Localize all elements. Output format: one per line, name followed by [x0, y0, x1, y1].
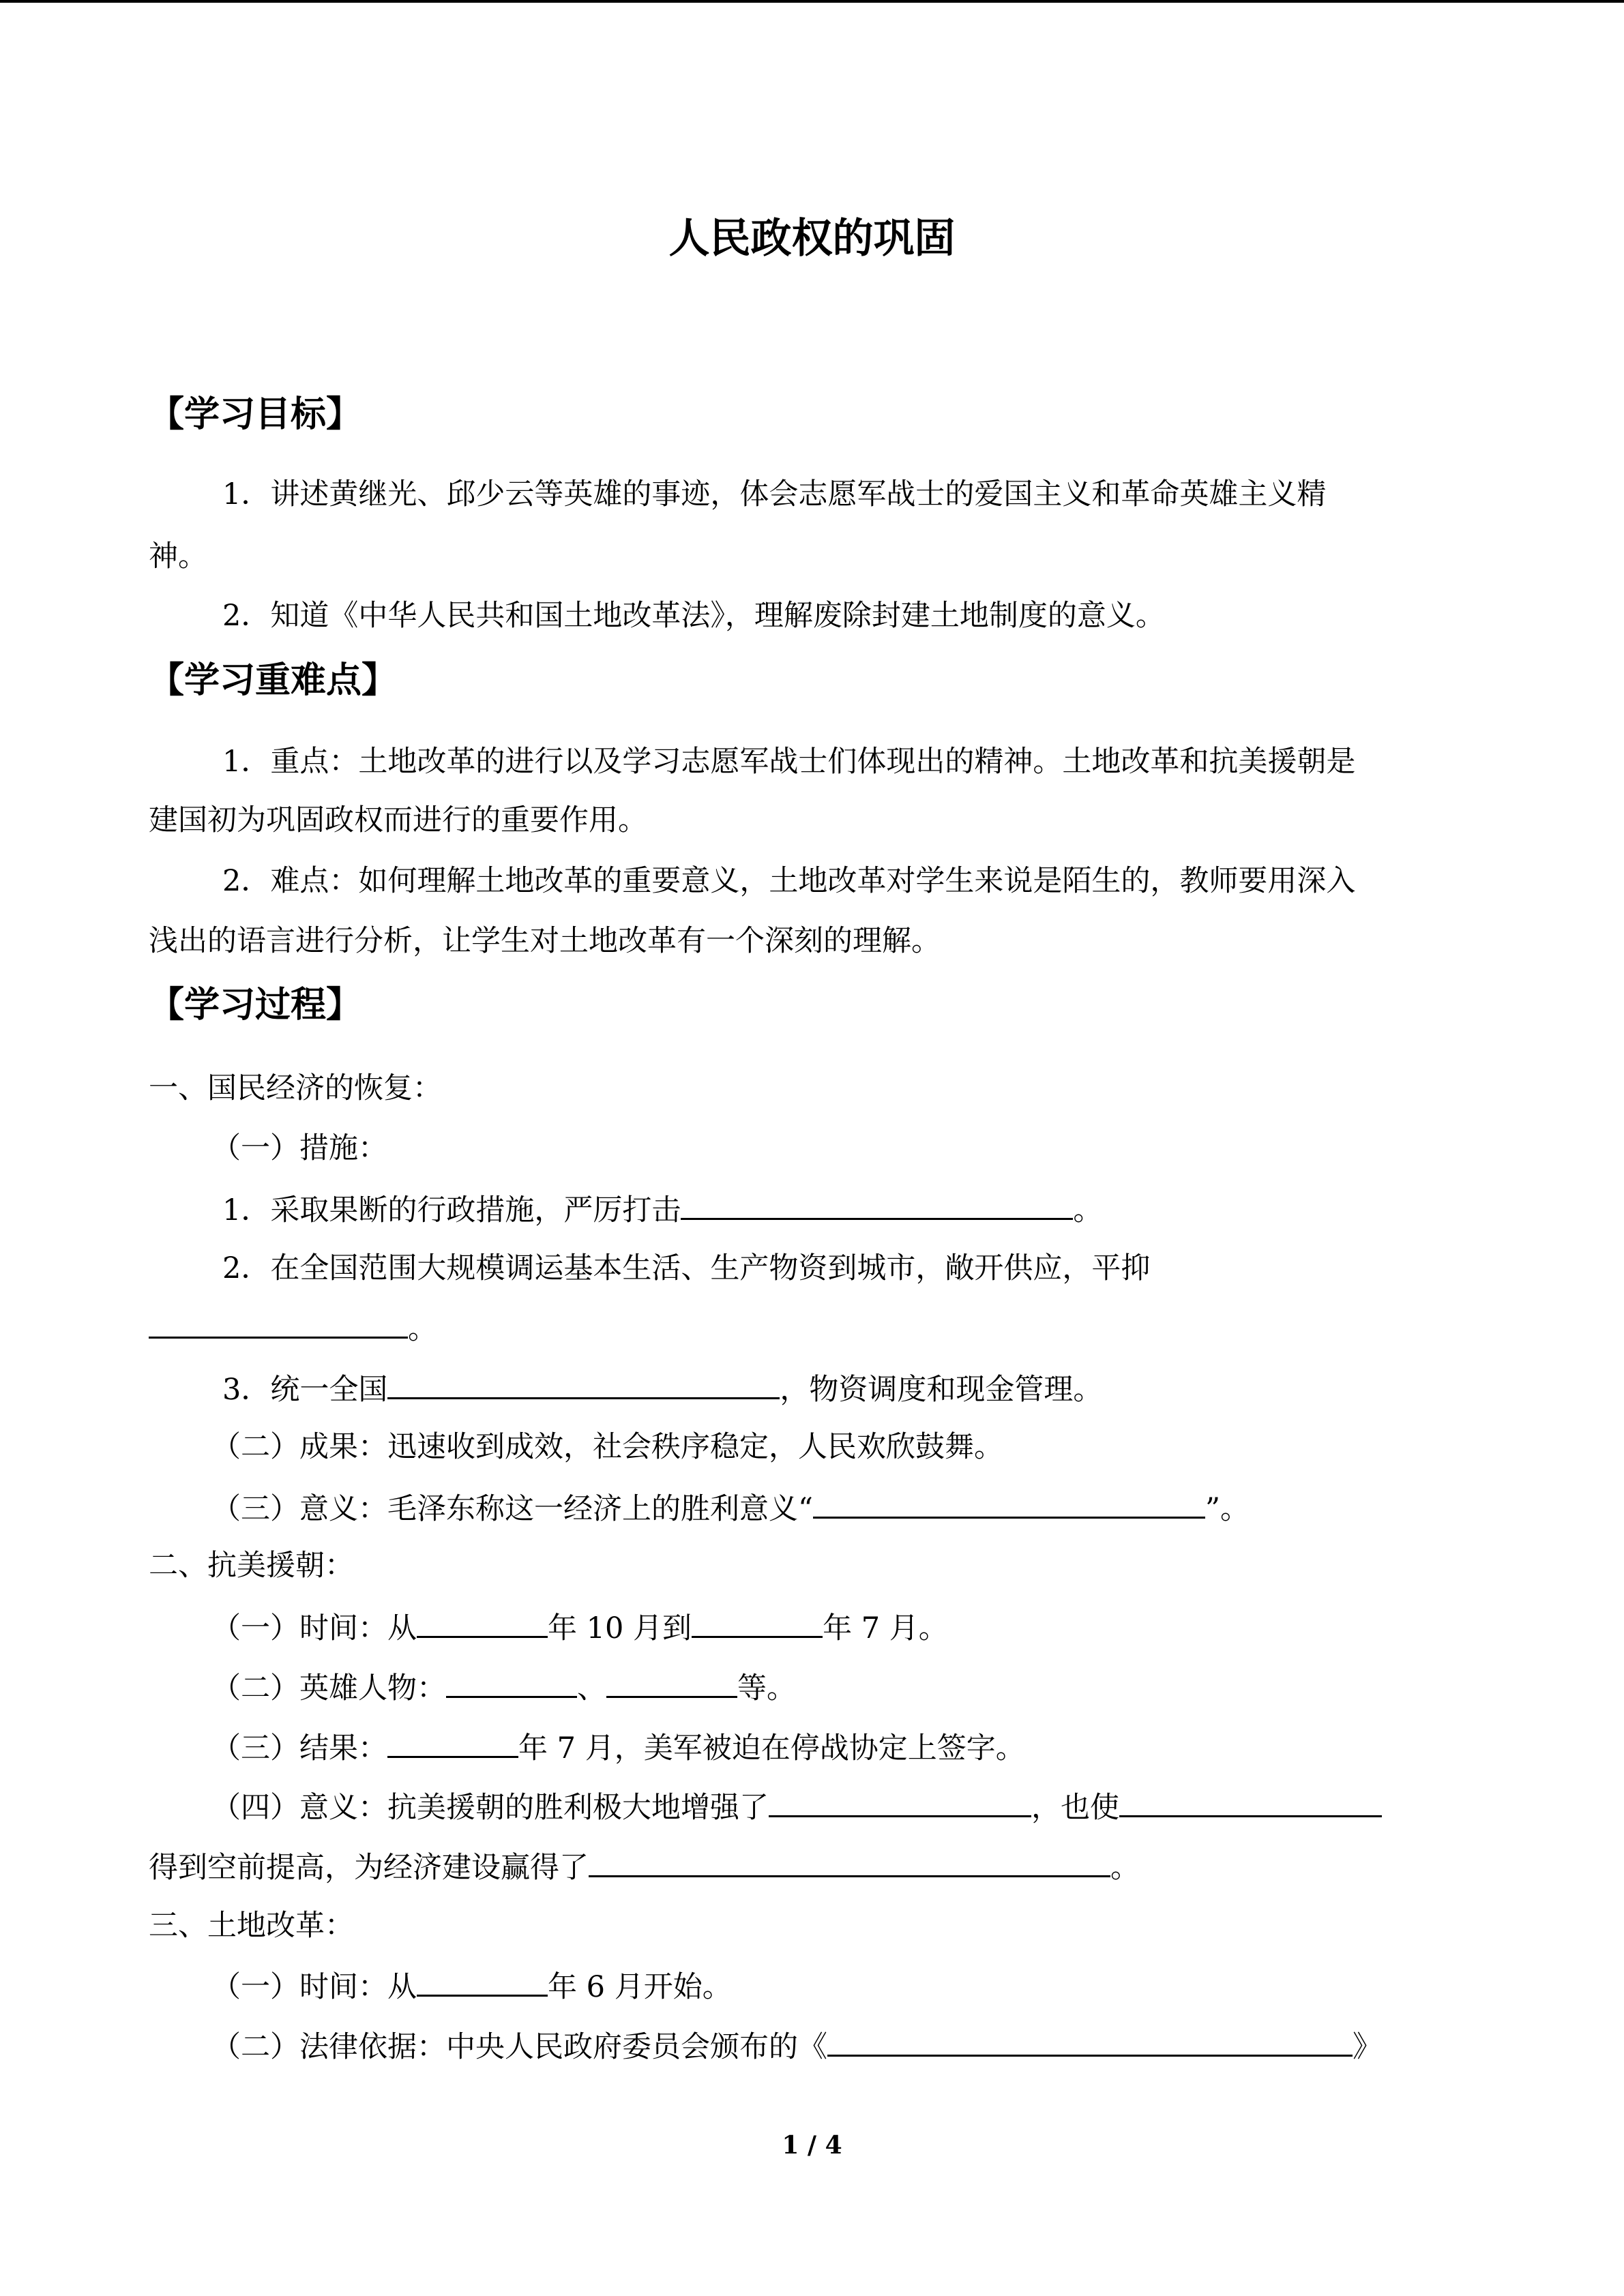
fill-blank[interactable]: [692, 1606, 823, 1638]
part1-meaning: （三）意义：毛泽东称这一经济上的胜利意义“ ”。: [211, 1487, 1250, 1530]
objective-item-2: 2．知道《中华人民共和国土地改革法》，理解废除封建土地制度的意义。: [222, 599, 1165, 633]
part2-result: （三）结果： 年 7 月，美军被迫在停战协定上签字。: [211, 1726, 1025, 1769]
fill-blank[interactable]: [446, 1666, 577, 1698]
part2-meaning-cont: 得到空前提高，为经济建设赢得了 。: [149, 1845, 1140, 1888]
fill-blank[interactable]: [417, 1606, 548, 1638]
part2-meaning: （四）意义：抗美援朝的胜利极大地增强了 ，也使: [211, 1785, 1382, 1828]
fill-blank[interactable]: [1119, 1785, 1382, 1817]
part1-measure-3: 3．统一全国 ，物资调度和现金管理。: [222, 1367, 1102, 1410]
section-keypoints: 【学习重难点】: [149, 660, 398, 701]
top-border: [0, 0, 1624, 3]
fill-blank[interactable]: [681, 1188, 1073, 1220]
part1-measure-1: 1．采取果断的行政措施，严厉打击 。: [222, 1188, 1102, 1231]
fill-blank[interactable]: [813, 1487, 1205, 1519]
fill-blank[interactable]: [606, 1666, 737, 1698]
fill-blank[interactable]: [769, 1785, 1031, 1817]
part2-heroes: （二）英雄人物： 、 等。: [211, 1666, 796, 1709]
part2-time: （一）时间：从 年 10 月到 年 7 月。: [211, 1606, 948, 1649]
keypoint-item-1-cont: 建国初为巩固政权而进行的重要作用。: [149, 803, 647, 837]
fill-blank[interactable]: [827, 2025, 1353, 2057]
keypoint-item-2: 2．难点：如何理解土地改革的重要意义，土地改革对学生来说是陌生的，教师要用深入: [222, 864, 1356, 898]
part3-heading: 三、土地改革：: [149, 1909, 354, 1943]
part1-heading: 一、国民经济的恢复：: [149, 1071, 442, 1105]
page-title: 人民政权的巩固: [668, 215, 956, 263]
page-number: 1 / 4: [782, 2131, 842, 2160]
objective-item-1: 1．讲述黄继光、邱少云等英雄的事迹，体会志愿军战士的爱国主义和革命英雄主义精: [222, 477, 1327, 511]
keypoint-item-2-cont: 浅出的语言进行分析，让学生对土地改革有一个深刻的理解。: [149, 924, 941, 958]
section-process: 【学习过程】: [149, 985, 362, 1026]
fill-blank[interactable]: [589, 1845, 1110, 1877]
objective-item-1-cont: 神。: [149, 539, 207, 573]
keypoint-item-1: 1．重点：土地改革的进行以及学习志愿军战士们体现出的精神。土地改革和抗美援朝是: [222, 745, 1356, 779]
part1-measure-2: 2．在全国范围大规模调运基本生活、生产物资到城市，敞开供应，平抑: [222, 1251, 1151, 1285]
fill-blank[interactable]: [387, 1726, 518, 1758]
part3-time: （一）时间：从 年 6 月开始。: [211, 1965, 732, 2008]
part2-heading: 二、抗美援朝：: [149, 1549, 354, 1583]
part1-measures: （一）措施：: [211, 1131, 387, 1165]
fill-blank[interactable]: [149, 1307, 408, 1339]
part3-law: （二）法律依据：中央人民政府委员会颁布的《 》: [211, 2025, 1382, 2068]
section-objectives: 【学习目标】: [149, 394, 362, 435]
fill-blank[interactable]: [417, 1965, 548, 1997]
part1-result: （二）成果：迅速收到成效，社会秩序稳定，人民欢欣鼓舞。: [211, 1430, 1003, 1464]
part1-measure-2-cont: 。: [149, 1307, 437, 1350]
fill-blank[interactable]: [387, 1367, 780, 1399]
